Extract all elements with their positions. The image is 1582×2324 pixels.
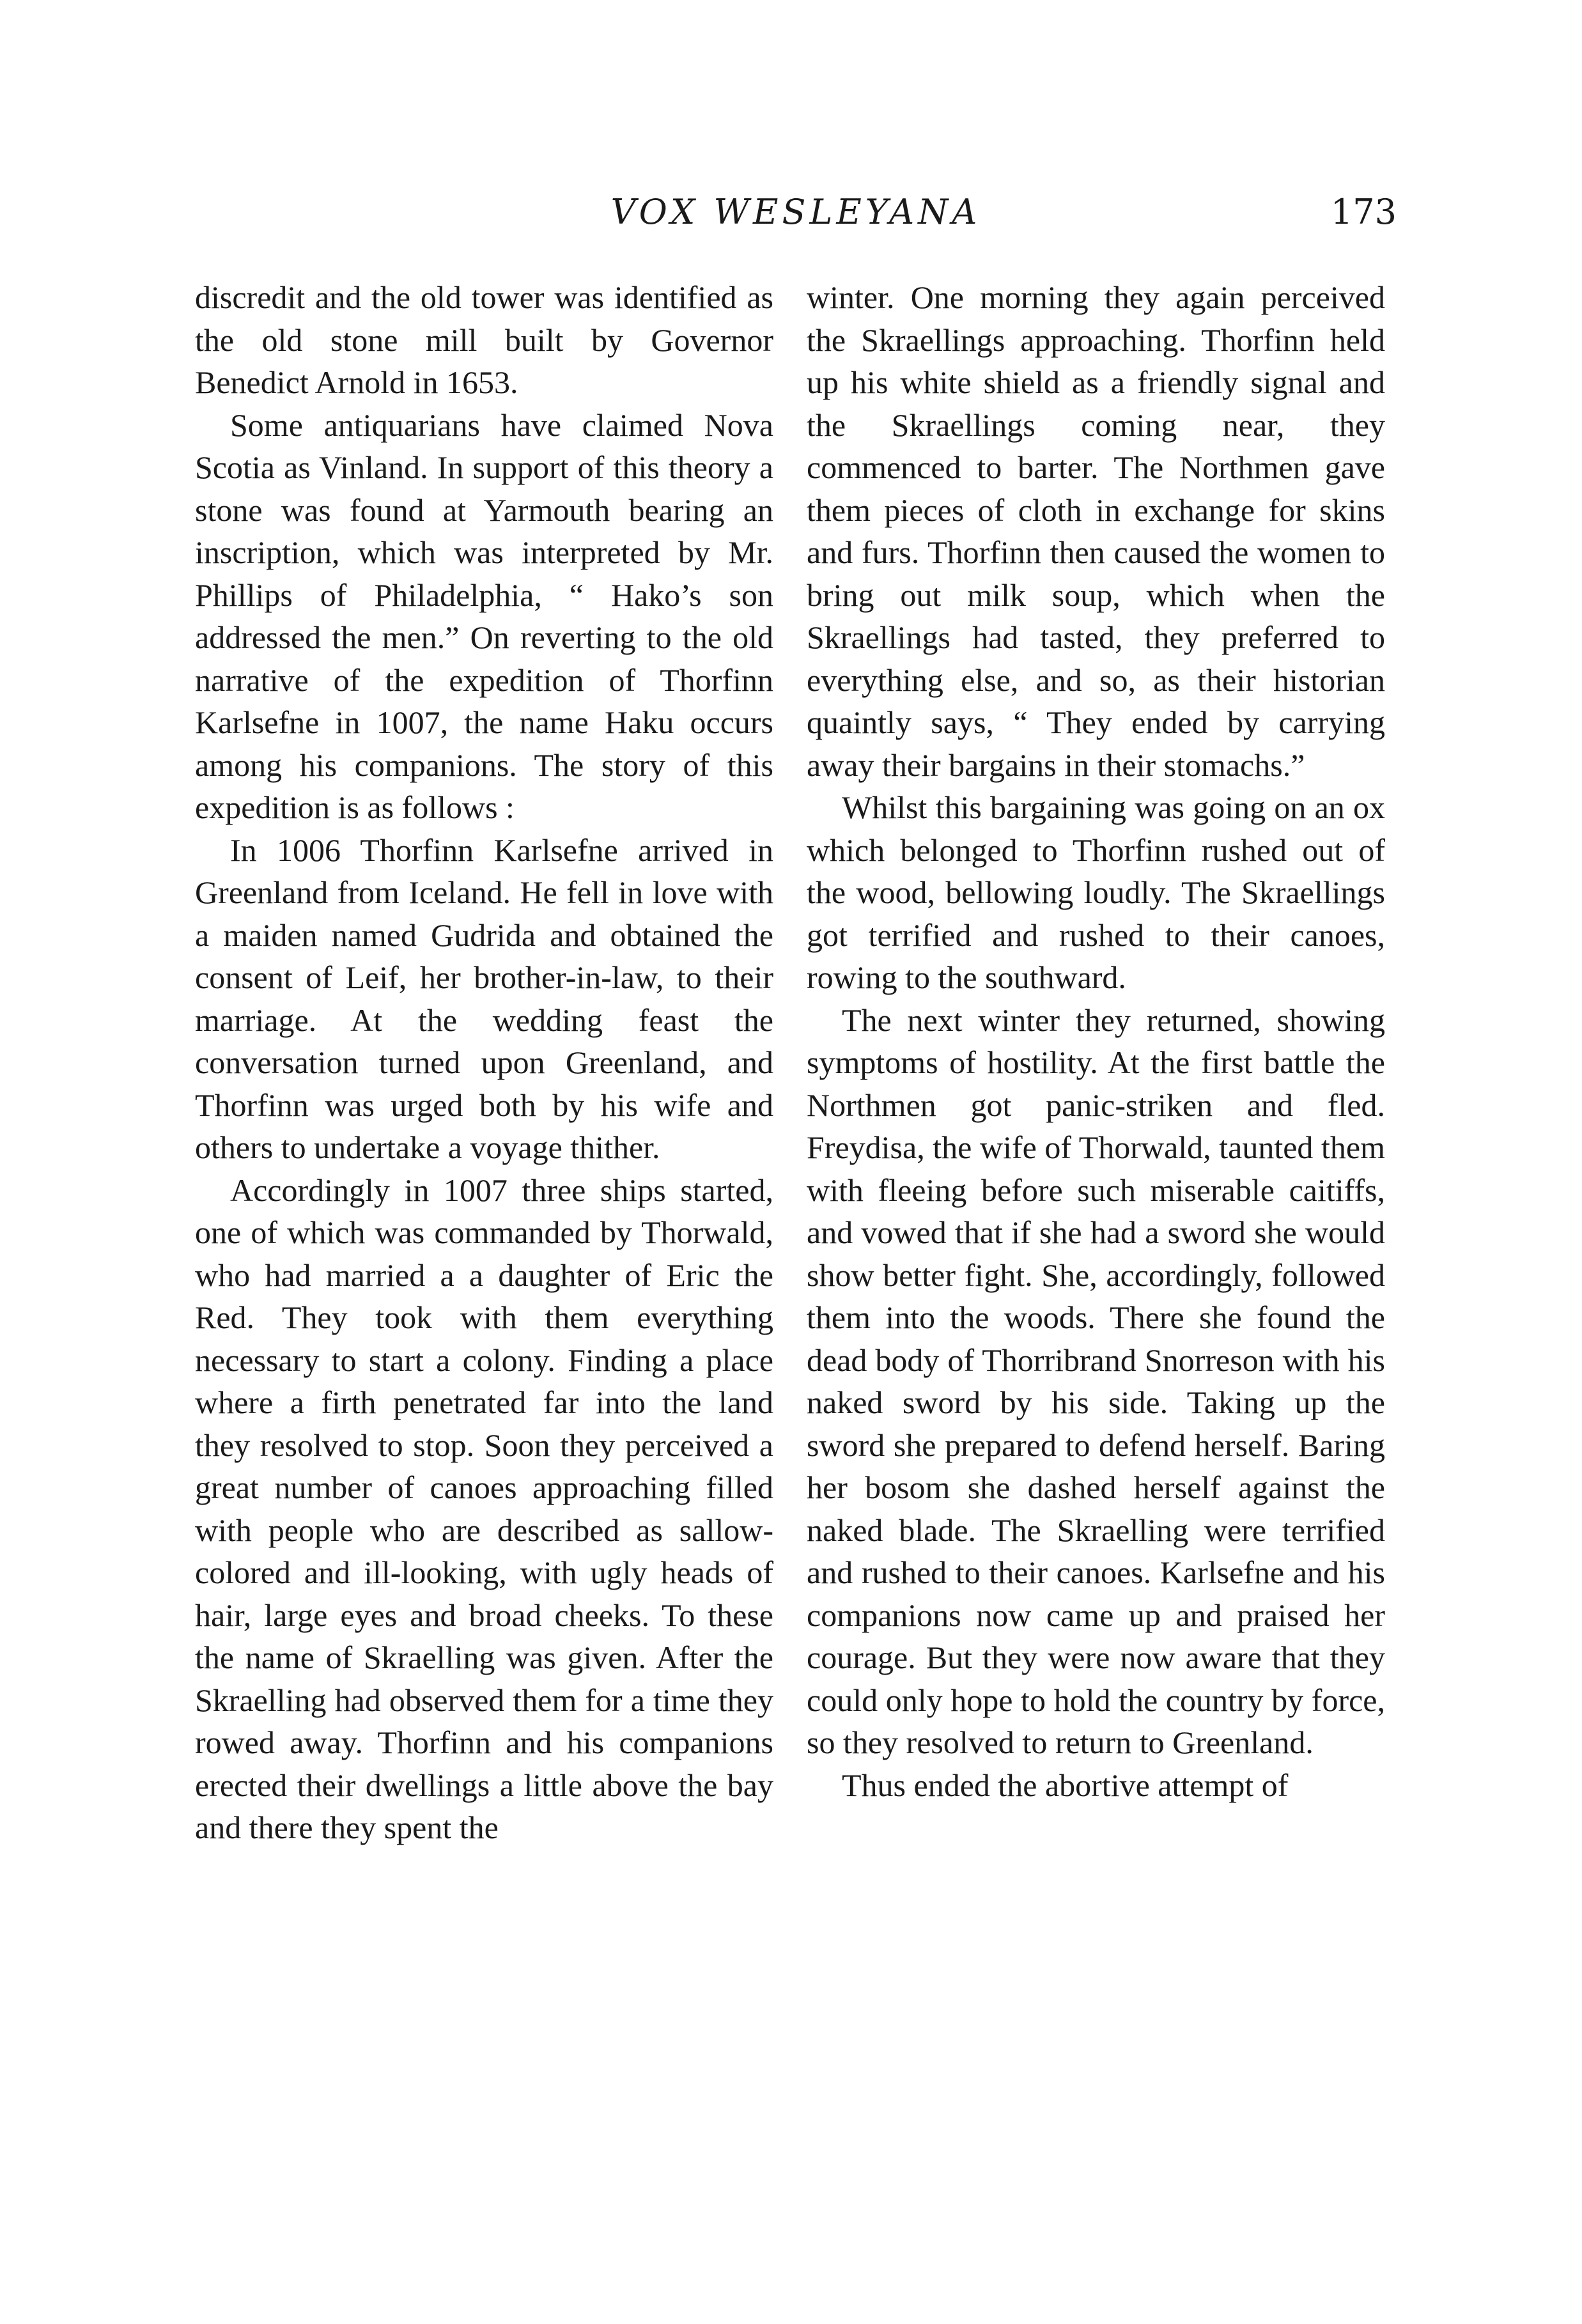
paragraph-continued: discredit and the old tower was identified as the old stone mill built by Governor Benedict Arnold in 1653.	[195, 279, 773, 400]
paragraph-next-winter: The next winter they returned, showing symptoms of hostility. At the first battle the Northmen got panic-striken and fled. Freydisa, the wife of Thorwald, taunted them with fleeing before such miserable caitiffs, and vowed that if she had a sword she would show better fight. She, accordingly, followed them into the woods. There she found the dead body of Thorribrand Snorreson with his naked sword by his side. Taking up the sword she prepared to defend herself. Baring her bosom she dashed herself against the naked blade. The Skraelling were terrified and rushed to their canoes. Karlsefne and his companions now came up and praised her courage. But they were now aware that they could only hope to hold the country by force, so they resolved to return to Greenland.	[807, 1002, 1385, 1760]
left-column	[195, 276, 773, 1849]
right-column	[807, 276, 1385, 1806]
paragraph-thorfinn-arrival: In 1006 Thorfinn Karlsefne arrived in Greenland from Iceland. He fell in love with a maiden named Gudrida and obtained the consent of Leif, her brother-in-law, to their marriage. At the wedding feast the conversation turned upon Greenland, and Thorfinn was urged both by his wife and others to undertake a voyage thither.	[195, 832, 773, 1165]
page-number: 173	[1330, 192, 1397, 232]
paragraph-antiquarians: Some antiquarians have claimed Nova Scotia as Vinland. In support of this theory a stone was found at Yarmouth bearing an inscription, which was interpreted by Mr. Phillips of Philadelphia, “ Hako’s son addressed the men.” On reverting to the old narrative of the expedition of Thorfinn Karlsefne in 1007, the name Haku occurs among his companions. The story of this expedition is as follows :	[195, 407, 773, 825]
paragraph-winter-barter: winter. One morning they again perceived the Skraellings approaching. Thorfinn held up his white shield as a friendly signal and the Skraellings coming near, they commenced to barter. The Northmen gave them pieces of cloth in exchange for skins and furs. Thorfinn then caused the women to bring out milk soup, which when the Skraellings had tasted, they preferred to everything else, and so, as their historian quaintly says, “ They ended by carrying away their bargains in their stomachs.”	[807, 279, 1385, 783]
paragraph-ox: Whilst this bargaining was going on an ox which belonged to Thorfinn rushed out of the wood, bellowing loudly. The Skraellings got terrified and rushed to their canoes, rowing to the southward.	[807, 789, 1385, 995]
running-title: VOX WESLEYANA	[610, 192, 981, 232]
running-head	[195, 192, 1397, 243]
paragraph-abortive-attempt: Thus ended the abortive attempt of	[842, 1767, 1289, 1803]
paragraph-expedition: Accordingly in 1007 three ships started, one of which was commanded by Thorwald, who had married a a daughter of Eric the Red. They took with them everything necessary to start a colony. Finding a place where a firth penetrated far into the land they resolved to stop. Soon they perceived a great number of canoes approaching filled with people who are described as sallow-colored and ill-looking, with ugly heads of hair, large eyes and broad cheeks. To these the name of Skraelling was given. After the Skraelling had observed them for a time they rowed away. Thorfinn and his companions erected their dwellings a little above the bay and there they spent the	[195, 1172, 773, 1845]
